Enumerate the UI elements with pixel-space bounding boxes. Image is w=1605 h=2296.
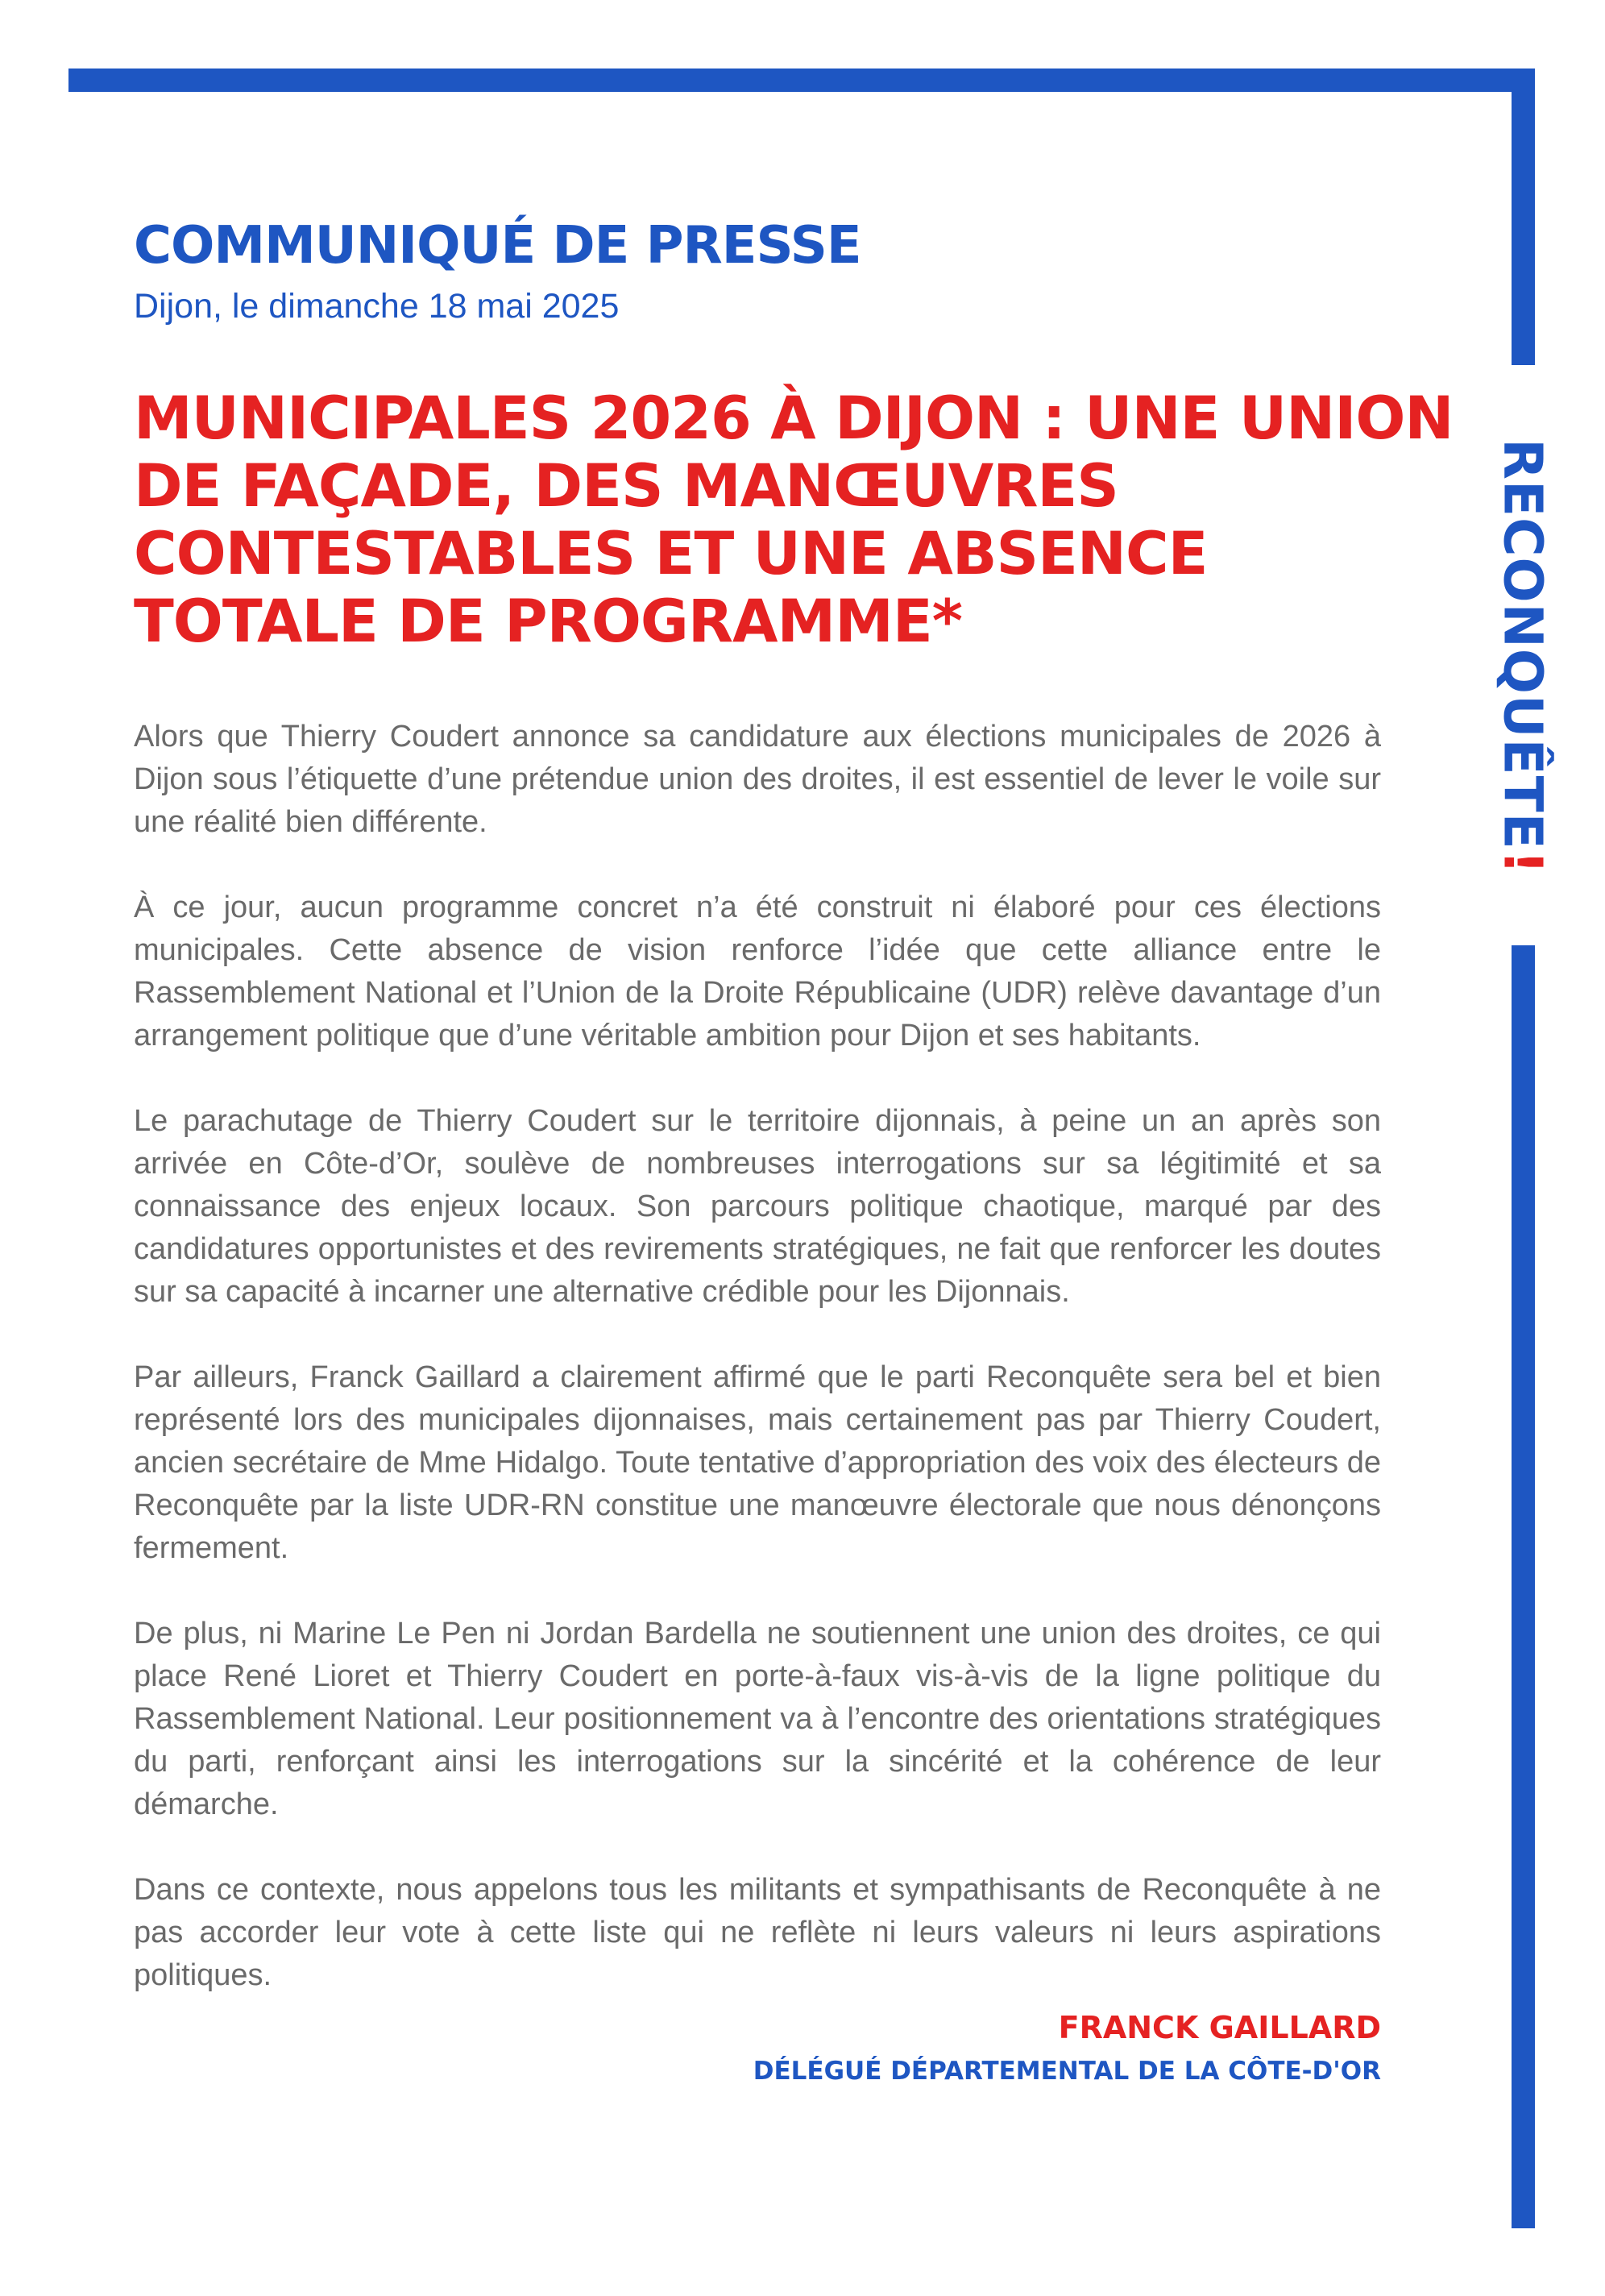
body-paragraph: À ce jour, aucun programme concret n’a été construit ni élaboré pour ces élections municipales. Cette absence de vision renforce l’idée que cette alliance entre le Rassemblement National et l’Union de la Droite Républicaine (UDR) relève davantage d’un arrangement politique que d’une véritable ambition pour Dijon et ses habitants.: [134, 891, 1381, 1053]
press-release-date: Dijon, le dimanche 18 mai 2025: [134, 287, 620, 326]
press-release-label: COMMUNIQUÉ DE PRESSE: [134, 216, 861, 276]
body-paragraph: Le parachutage de Thierry Coudert sur le territoire dijonnais, à peine un an après son arrivée en Côte-d’Or, soulève de nombreuses interrogations sur sa légitimité et sa connaissance des enjeux locaux. Son parcours politique chaotique, marqué par des candidatures opportunistes et des revirements stratégiques, ne fait que renforcer les doutes sur sa capacité à incarner une alternative crédible pour les Dijonnais.: [134, 1104, 1381, 1309]
signature-title: DÉLÉGUÉ DÉPARTEMENTAL DE LA CÔTE-D'OR: [753, 2057, 1381, 2086]
brand-logo-mark: !: [1491, 849, 1554, 875]
body-text: [134, 716, 1381, 2040]
body-paragraph: De plus, ni Marine Le Pen ni Jordan Bardella ne soutiennent une union des droites, ce qui place René Lioret et Thierry Coudert en porte-à-faux vis-à-vis de la ligne politique du Rassemblement National. Leur positionnement va à l’encontre des orientations stratégiques du parti, renforçant ainsi les interrogations sur la sincérité et la cohérence de leur démarche.: [134, 1617, 1381, 1821]
frame-top-bar: [68, 69, 1535, 92]
brand-logo: [1492, 438, 1554, 875]
signature-name: FRANCK GAILLARD: [1058, 2010, 1381, 2045]
frame-right-bar-lower: [1512, 945, 1535, 2228]
signature-block: [753, 2010, 1381, 2086]
frame-right-bar-upper: [1512, 69, 1535, 365]
body-paragraph: Dans ce contexte, nous appelons tous les militants et sympathisants de Reconquête à ne pas accorder leur vote à cette liste qui ne reflète ni leurs valeurs ni leurs aspirations politiques.: [134, 1873, 1381, 1992]
body-paragraph: Alors que Thierry Coudert annonce sa candidature aux élections municipales de 2026 à Dijon sous l’étiquette d’une prétendue union des droites, il est essentiel de lever le voile sur une réalité bien différente.: [134, 720, 1381, 839]
body-paragraph: Par ailleurs, Franck Gaillard a clairement affirmé que le parti Reconquête sera bel et bien représenté lors des municipales dijonnaises, mais certainement pas par Thierry Coudert, ancien secrétaire de Mme Hidalgo. Toute tentative d’appropriation des voix des électeurs de Reconquête par la liste UDR-RN constitue une manœuvre électorale que nous dénonçons fermement.: [134, 1360, 1381, 1565]
headline: MUNICIPALES 2026 À DIJON : UNE UNION DE FAÇADE, DES MANŒUVRES CONTESTABLES ET UNE ABSENCE TOTALE DE PROGRAMME*: [134, 384, 1454, 656]
brand-logo-text: RECONQUÊTE: [1491, 438, 1554, 850]
